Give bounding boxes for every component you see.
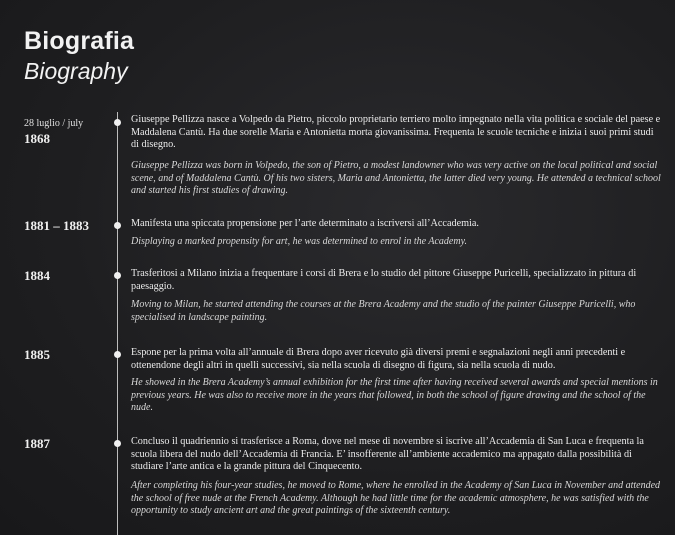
entry-date: 1881 – 1883: [24, 218, 89, 233]
timeline-dot: [114, 351, 121, 358]
entry-text-english: Moving to Milan, he started attending the courses at the Brera Academy and the studio of the painter Giuseppe Puricelli, who specialised in landscape painting.: [131, 299, 636, 323]
entry-date-prefix: 28 luglio / july: [24, 118, 84, 129]
entry-text-english: Giuseppe Pellizza was born in Volpedo, the son of Pietro, a modest landowner who was very active on the local political and social scene, and of Maddalena Cantù. Of his two sisters, Maria and Antonietta, the latter died very young. He attended a technical school and started his first studies of drawing.: [131, 160, 661, 196]
entry-text-italian: Manifesta una spiccata propensione per l’arte determinato a iscriversi all’Accademia.: [131, 218, 479, 229]
entry-text-english: He showed in the Brera Academy’s annual exhibition for the first time after having received several awards and special mentions in previous years. He was also to receive more in the years that followed, in both the school of figure drawing and the school of the nude.: [131, 377, 658, 413]
timeline-dot: [114, 222, 121, 229]
timeline-dot: [114, 119, 121, 126]
entry-date: 1885: [24, 347, 50, 362]
timeline-dot: [114, 272, 121, 279]
entry-text-english: Displaying a marked propensity for art, he was determined to enrol in the Academy.: [131, 236, 467, 247]
entry-text-italian: Giuseppe Pellizza nasce a Volpedo da Pietro, piccolo proprietario terriero molto impegnato nella vita politica e sociale del paese e Maddalena Cantù. Ha due sorelle Maria e Antonietta morta giovanissima. Frequenta le scuole tecniche e inizia i suoi primi studi di disegno.: [131, 114, 661, 150]
entry-date: 1868: [24, 131, 50, 146]
entry-text-english: After completing his four-year studies, he moved to Rome, where he enrolled in the Academy of San Luca in November and attended the school of free nude at the French Academy. Although he had little time for the academic atmosphere, he was satisfied with the opportunity to study ancient art and the great paintings of the sixteenth century.: [131, 480, 661, 516]
entry-text-italian: Espone per la prima volta all’annuale di Brera dopo aver ricevuto già diversi premi e segnalazioni negli anni precedenti e ottenendone degli altri in quelli successivi, sia nella scuola di disegno di figura, sia nella scuola di nudo.: [131, 347, 626, 371]
timeline-dot: [114, 440, 121, 447]
entry-text-italian: Concluso il quadriennio si trasferisce a Roma, dove nel mese di novembre si iscrive all’Accademia di San Luca e frequenta la scuola libera del nudo dell’Accademia di Francia. E’ insofferente all’ambiente accademico ma appagato dalla possibilità di studiare l’arte antica e la grande pittura del Cinquecento.: [131, 436, 644, 472]
title-italian: Biografia: [24, 27, 135, 55]
entry-text-italian: Trasferitosi a Milano inizia a frequentare i corsi di Brera e lo studio del pittore Giuseppe Puricelli, specializzato in pittura di paesaggio.: [131, 268, 637, 292]
entry-date: 1887: [24, 436, 50, 451]
entry-date: 1884: [24, 268, 50, 283]
title-english: Biography: [24, 58, 128, 84]
timeline-line: [117, 112, 118, 535]
